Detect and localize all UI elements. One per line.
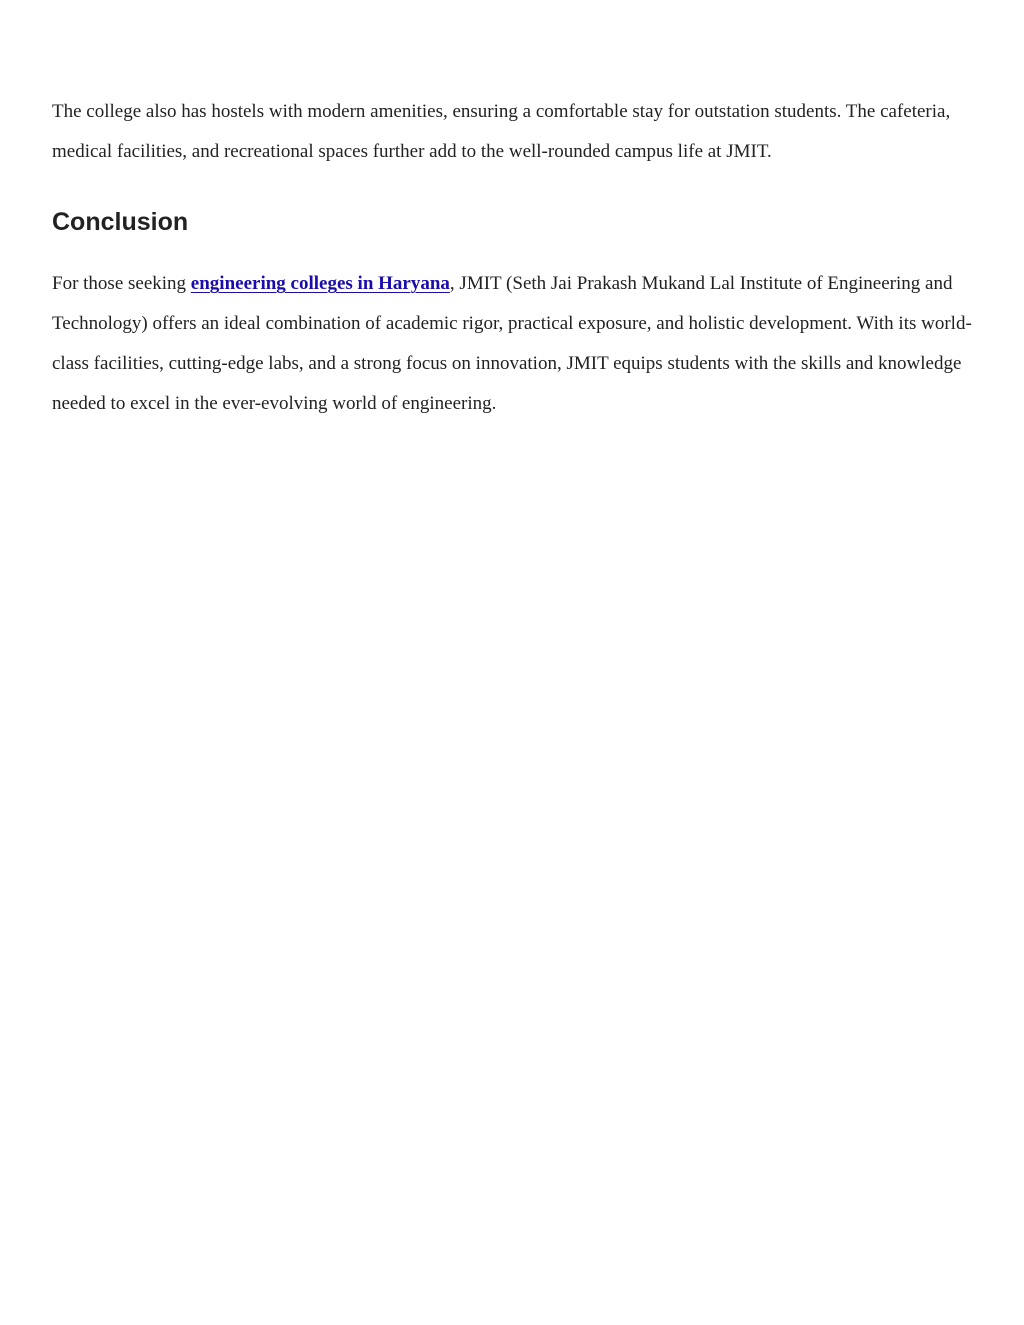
intro-paragraph: The college also has hostels with modern amenities, ensuring a comfortable stay for outstation students. The cafeteria, medical facilities, and recreational spaces further add to the well-rounded campus life at JMIT. — [52, 101, 951, 162]
conclusion-paragraph — [52, 264, 982, 424]
engineering-colleges-link[interactable]: engineering colleges in Haryana — [190, 273, 450, 294]
document-page — [52, 92, 982, 424]
conclusion-text-after-link: , JMIT (Seth Jai Prakash Mukand Lal Institute of Engineering and Technology) offers an ideal combination of academic rigor, practical exposure, and holistic development. With its world-class facilities, cutting-edge labs, and a strong focus on innovation, JMIT equips students with the skills and knowledge needed to excel in the ever-evolving world of engineering. — [52, 273, 972, 414]
conclusion-heading: Conclusion — [52, 208, 189, 236]
conclusion-text-before-link: For those seeking — [52, 273, 191, 294]
